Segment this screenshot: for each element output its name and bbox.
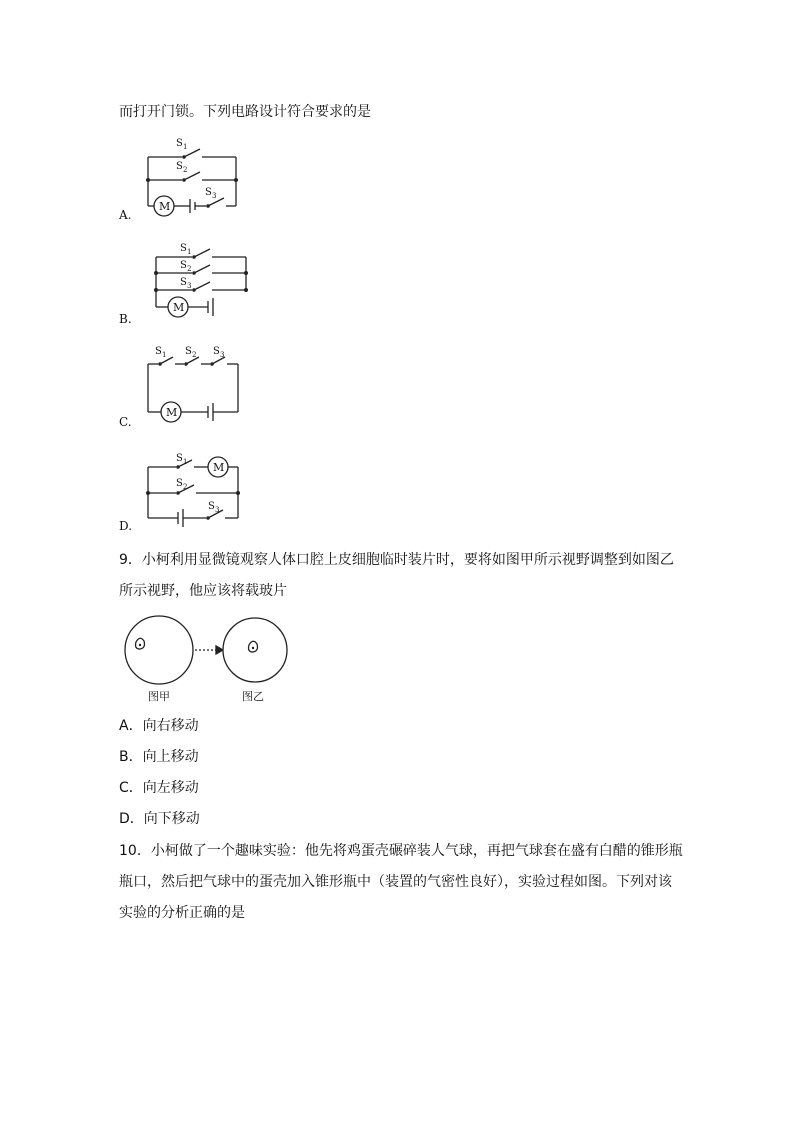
svg-text:2: 2 xyxy=(187,265,192,273)
svg-text:M: M xyxy=(166,406,178,419)
option-d-label: D. xyxy=(119,519,133,533)
svg-text:S: S xyxy=(176,161,183,172)
figure-label-yi: 图乙 xyxy=(242,690,264,703)
svg-text:2: 2 xyxy=(183,166,188,174)
svg-text:S: S xyxy=(208,501,215,512)
q9-option-a: A．向右移动 xyxy=(119,718,199,734)
svg-text:3: 3 xyxy=(220,351,225,359)
svg-text:3: 3 xyxy=(215,506,220,514)
svg-text:1: 1 xyxy=(183,458,188,466)
circuit-diagram-a xyxy=(140,135,250,215)
svg-text:S: S xyxy=(176,453,183,464)
question-intro-text: 而打开门锁。下列电路设计符合要求的是 xyxy=(119,104,371,120)
figure-label-jia: 图甲 xyxy=(148,690,170,703)
q9-option-d: D．向下移动 xyxy=(119,811,200,827)
svg-text:S: S xyxy=(205,187,212,198)
q10-text-line-1: 10．小柯做了一个趣味实验：他先将鸡蛋壳碾碎装人气球，再把气球套在盛有白醋的锥形瓶 xyxy=(119,843,683,859)
svg-text:2: 2 xyxy=(192,351,197,359)
svg-text:1: 1 xyxy=(183,143,188,151)
svg-text:S: S xyxy=(180,277,187,288)
svg-text:S: S xyxy=(180,243,187,254)
q9-text-line-2: 所示视野，他应该将载玻片 xyxy=(119,583,287,599)
svg-text:S: S xyxy=(213,346,220,357)
svg-text:1: 1 xyxy=(162,351,167,359)
microscope-field-figure xyxy=(124,614,284,704)
svg-text:2: 2 xyxy=(183,483,188,491)
svg-text:S: S xyxy=(180,260,187,271)
svg-text:M: M xyxy=(213,461,225,474)
circuit-diagram-d xyxy=(140,448,250,528)
svg-text:M: M xyxy=(173,301,185,314)
option-a-label: A. xyxy=(119,208,132,222)
option-c-label: C. xyxy=(119,415,132,429)
svg-text:S: S xyxy=(185,346,192,357)
svg-text:3: 3 xyxy=(187,282,192,290)
circuit-diagram-b xyxy=(148,240,258,325)
svg-text:S: S xyxy=(176,138,183,149)
option-b-label: B. xyxy=(119,312,132,326)
q9-option-c: C．向左移动 xyxy=(119,780,199,796)
svg-text:S: S xyxy=(155,346,162,357)
q9-option-b: B．向上移动 xyxy=(119,749,199,765)
svg-text:3: 3 xyxy=(212,192,217,200)
svg-text:S: S xyxy=(176,478,183,489)
circuit-diagram-c xyxy=(140,342,250,427)
q9-text-line-1: 9．小柯利用显微镜观察人体口腔上皮细胞临时装片时，要将如图甲所示视野调整到如图乙 xyxy=(119,552,674,568)
svg-text:1: 1 xyxy=(187,248,192,256)
q10-text-line-3: 实验的分析正确的是 xyxy=(119,905,245,921)
svg-text:M: M xyxy=(159,200,171,213)
q10-text-line-2: 瓶口，然后把气球中的蛋壳加入锥形瓶中（装置的气密性良好），实验过程如图。下列对该 xyxy=(119,874,672,890)
